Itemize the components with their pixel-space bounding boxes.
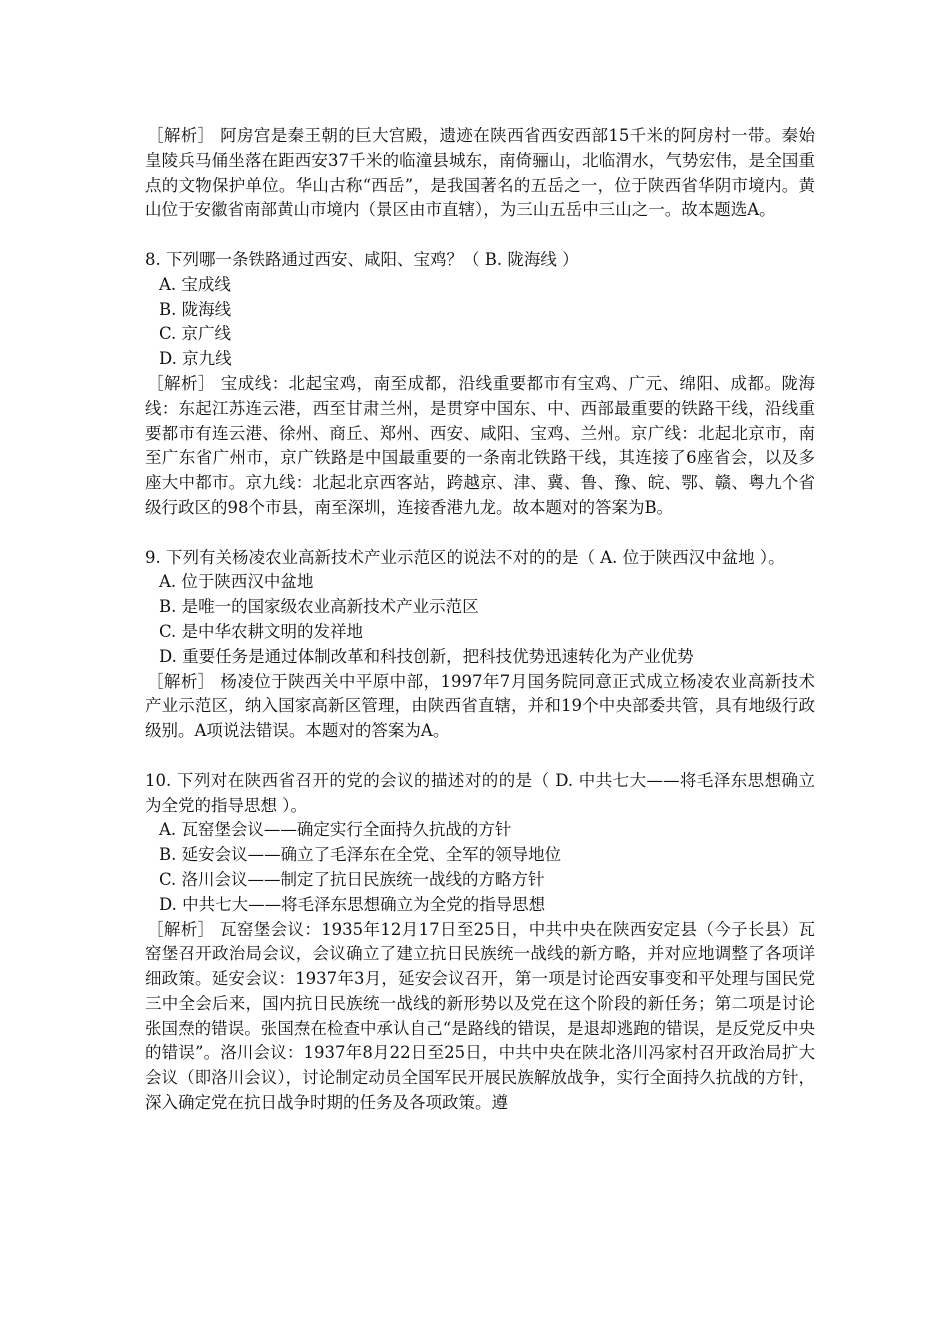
document-page xyxy=(145,124,815,1116)
q10-question: 10. 下列对在陕西省召开的党的会议的描述对的的是（ D. 中共七大——将毛泽东思想确立为全党的指导思想 ）。 xyxy=(145,770,815,815)
q9-option-b: B. 是唯一的国家级农业高新技术产业示范区 xyxy=(159,597,479,617)
paragraph-gap xyxy=(145,744,815,769)
q9-option-a: A. 位于陕西汉中盆地 xyxy=(159,572,314,592)
q10-option-a: A. 瓦窑堡会议——确定实行全面持久抗战的方针 xyxy=(159,820,512,840)
q8-option-d: D. 京九线 xyxy=(159,349,232,369)
q8-option-c: C. 京广线 xyxy=(159,324,232,344)
q9-option-c: C. 是中华农耕文明的发祥地 xyxy=(159,621,364,641)
paragraph-gap xyxy=(145,521,815,546)
q10-option-b: B. 延安会议——确立了毛泽东在全党、全军的领导地位 xyxy=(159,845,562,865)
q10-option-c: C. 洛川会议——制定了抗日民族统一战线的方略方针 xyxy=(159,869,545,889)
q10-analysis: ［解析］ 瓦窑堡会议：1935年12月17日至25日，中共中央在陕西安定县（今子长县）瓦窑堡召开政治局会议，会议确立了建立抗日民族统一战线的新方略，并对应地调整了各项详细政策。延安会议：1937年3月，延安会议召开，第一项是讨论西安事变和平处理与国民党三中全会后来，国内抗日民族统一战线的新形势以及党在这个阶段的新任务；第二项是讨论张国焘的错误。张国焘在检查中承认自己“是路线的错误，是退却逃跑的错误，是反党反中央的错误”。洛川会议：1937年8月22日至25日，中共中央在陕北洛川冯家村召开政治局扩大会议（即洛川会议），讨论制定动员全国军民开展民族解放战争，实行全面持久抗战的方针，深入确定党在抗日战争时期的任务及各项政策。遵 xyxy=(145,919,815,1113)
q8-option-a: A. 宝成线 xyxy=(159,274,231,294)
q8-analysis: ［解析］ 宝成线：北起宝鸡，南至成都，沿线重要都市有宝鸡、广元、绵阳、成都。陇海线：东起江苏连云港，西至甘肃兰州，是贯穿中国东、中、西部最重要的铁路干线，沿线重要都市有连云港、徐州、商丘、郑州、西安、咸阳、宝鸡、兰州。京广线：北起北京市，南至广东省广州市，京广铁路是中国最重要的一条南北铁路干线，其连接了6座省会，以及多座大中都市。京九线：北起北京西客站，跨越京、津、冀、鲁、豫、皖、鄂、赣、粤九个省级行政区的98个市县，南至深圳，连接香港九龙。故本题对的答案为B。 xyxy=(145,373,815,517)
paragraph-gap xyxy=(145,223,815,248)
q9-analysis: ［解析］ 杨凌位于陕西关中平原中部，1997年7月国务院同意正式成立杨凌农业高新技术产业示范区，纳入国家高新区管理，由陕西省直辖，并和19个中央部委共管，具有地级行政级别。A项说法错误。本题对的答案为A。 xyxy=(145,671,815,741)
q9-question: 9. 下列有关杨凌农业高新技术产业示范区的说法不对的的是（ A. 位于陕西汉中盆地 ）。 xyxy=(145,547,785,567)
q9-option-d: D. 重要任务是通过体制改革和科技创新，把科技优势迅速转化为产业优势 xyxy=(159,646,694,666)
q10-option-d: D. 中共七大——将毛泽东思想确立为全党的指导思想 xyxy=(159,894,546,914)
q7-analysis: ［解析］ 阿房宫是秦王朝的巨大宫殿，遗迹在陕西省西安西部15千米的阿房村一带。秦始皇陵兵马俑坐落在距西安37千米的临潼县城东，南倚骊山，北临渭水，气势宏伟，是全国重点的文物保护单位。华山古称“西岳”，是我国著名的五岳之一，位于陕西省华阴市境内。黄山位于安徽省南部黄山市境内（景区由市直辖），为三山五岳中三山之一。故本题选A。 xyxy=(145,126,815,220)
q8-question: 8. 下列哪一条铁路通过西安、咸阳、宝鸡？（ B. 陇海线 ） xyxy=(145,249,579,269)
q8-option-b: B. 陇海线 xyxy=(159,299,232,319)
